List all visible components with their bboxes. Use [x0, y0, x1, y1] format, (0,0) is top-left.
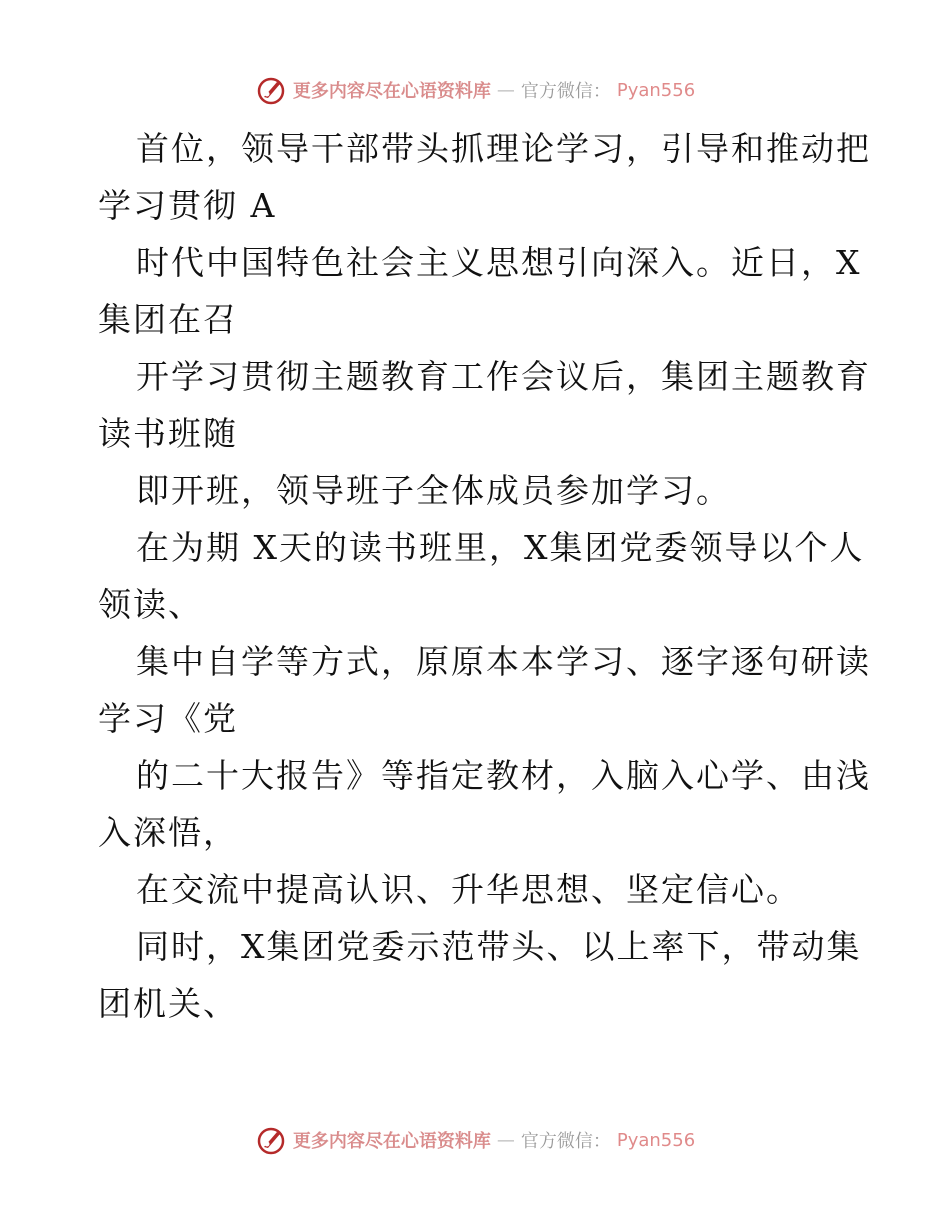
- text-line: 在交流中提高认识、升华思想、坚定信心。: [136, 870, 801, 909]
- text-line: 学习《党: [98, 699, 238, 738]
- text-line: 首位，领导干部带头抓理论学习，引导和推动把: [136, 129, 871, 168]
- text-line: 集中自学等方式，原原本本学习、逐字逐句研读: [136, 642, 871, 681]
- banner-dash: —: [496, 1129, 515, 1151]
- text-line: 读书班随: [98, 414, 238, 453]
- quill-logo-icon: [255, 74, 287, 106]
- banner-wechat-label: 官方微信：: [520, 1131, 611, 1152]
- banner-wechat-id: Pyan556: [616, 1129, 696, 1151]
- text-line: 入深悟，: [98, 813, 238, 852]
- text-line: 集团在召: [98, 300, 238, 339]
- banner-dash: —: [496, 79, 515, 101]
- text-line: 开学习贯彻主题教育工作会议后，集团主题教育: [136, 357, 871, 396]
- text-line: 学习贯彻 A: [98, 186, 277, 225]
- banner-title: 更多内容尽在心语资料库: [292, 81, 491, 102]
- document-body: [98, 120, 871, 1032]
- text-line: 即开班，领导班子全体成员参加学习。: [136, 471, 731, 510]
- text-line: 领读、: [98, 585, 203, 624]
- banner-title: 更多内容尽在心语资料库: [292, 1131, 491, 1152]
- text-line: 的二十大报告》等指定教材，入脑入心学、由浅: [136, 756, 871, 795]
- text-line: 同时，X集团党委示范带头、以上率下，带动集: [136, 927, 862, 966]
- footer-banner: [0, 1122, 950, 1158]
- text-line: 时代中国特色社会主义思想引向深入。近日，X: [136, 243, 862, 282]
- banner-wechat-id: Pyan556: [616, 79, 696, 101]
- banner-wechat-label: 官方微信：: [520, 81, 611, 102]
- quill-logo-icon: [255, 1124, 287, 1156]
- header-banner: [0, 72, 950, 108]
- text-line: 团机关、: [98, 984, 238, 1023]
- text-line: 在为期 X天的读书班里，X集团党委领导以个人: [136, 528, 865, 567]
